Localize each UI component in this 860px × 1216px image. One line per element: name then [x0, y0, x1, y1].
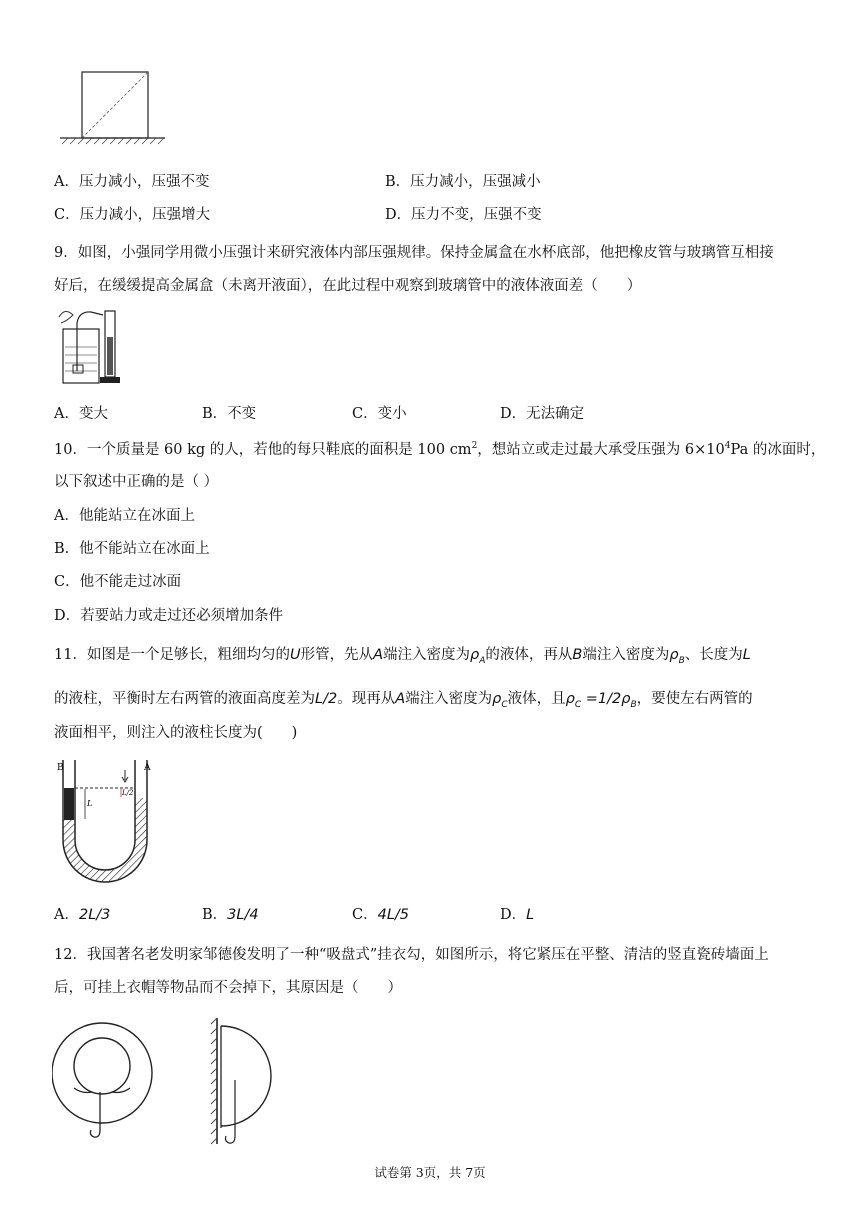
q11-text-2c: 端注入密度为: [405, 691, 493, 707]
q11-option-c-value: 4L/5: [377, 907, 410, 923]
q11-rho-a: ρ: [470, 647, 480, 663]
q11-rho-c-2-sub: C: [574, 699, 582, 710]
q11-text-1e: 端注入密度为: [582, 647, 670, 663]
q11-text-2b: 。现再从: [337, 691, 396, 707]
q11-rho-b-sub: B: [678, 655, 685, 666]
q11-rho-c: ρ: [492, 691, 502, 707]
q9-option-d: D．无法确定: [500, 406, 585, 422]
q11-option-a: [54, 905, 110, 925]
q10-option-a: A．他能站立在冰面上: [54, 508, 195, 524]
q8-option-b: B．压力减小，压强减小: [385, 174, 541, 190]
label-a: A: [144, 763, 151, 773]
suction-hook-side-figure: [205, 1018, 280, 1148]
q9-stem-line1: 9．如图，小强同学用微小压强计来研究液体内部压强规律。保持金属盒在水杯底部，他把橡皮管与玻璃管互相接: [54, 245, 774, 261]
q11-rho-c-2: ρ: [565, 691, 575, 707]
u-tube-figure: [55, 758, 155, 888]
q10-stem-line2: 以下叙述中正确的是（ ）: [54, 474, 219, 490]
q10-exp-2: 2: [471, 441, 478, 452]
q10-stem-text-c: Pa 的冰面时，: [730, 442, 826, 458]
q9-option-b: B．不变: [202, 406, 257, 422]
q11-rho-b-2: ρ: [621, 691, 631, 707]
q11-option-d-value: L: [526, 907, 535, 923]
q11-stem-line2: [54, 689, 753, 715]
q11-text-1d: 的液体，再从: [485, 647, 573, 663]
page-footer: 试卷第 3页，共 7页: [374, 1165, 486, 1180]
q11-option-d-prefix: D．: [500, 907, 527, 923]
pressure-gauge-figure: [55, 307, 130, 387]
q8-option-c: C．压力减小，压强增大: [54, 207, 211, 223]
block-figure: [60, 70, 165, 145]
q9-option-c: C．变小: [352, 406, 407, 422]
q11-option-b-value: 3L/4: [227, 907, 259, 923]
q11-option-c: [352, 905, 409, 925]
label-l: L: [87, 799, 93, 808]
q11-option-a-prefix: A．: [54, 907, 79, 923]
q10-option-c: C．他不能走过冰面: [54, 574, 182, 590]
q11-text-2e: ，要使左右两管的: [636, 691, 753, 707]
q10-stem-text-b: ，想站立或走过最大承受压强为 6×10: [477, 442, 725, 458]
q11-option-b: [202, 905, 259, 925]
q11-half-l: L/2: [315, 691, 338, 707]
q11-text-1a: 11．如图是一个足够长，粗细均匀的: [54, 647, 290, 663]
q10-stem-text-a: 10．一个质量是 60 kg 的人，若他的每只鞋底的面积是 100 cm: [54, 442, 472, 458]
q11-rho-b-2-sub: B: [630, 699, 637, 710]
q11-stem-line1: [54, 645, 751, 671]
q10-stem-line1: [54, 440, 825, 460]
q11-text-1f: 、长度为: [684, 647, 743, 663]
q11-rho-c-sub: C: [501, 699, 508, 710]
q9-option-a: A．变大: [54, 406, 108, 422]
q11-text-2a: 的液柱，平衡时左右两管的液面高度差为: [54, 691, 315, 707]
q11-end-b: B: [572, 647, 583, 663]
q9-stem-line2: 好后，在缓缓提高金属盒（未离开液面），在此过程中观察到玻璃管中的液体液面差（ ）: [54, 278, 642, 294]
q11-option-d: [500, 905, 534, 925]
q8-option-d: D．压力不变，压强不变: [385, 207, 542, 223]
q11-text-1c: 端注入密度为: [383, 647, 470, 663]
q11-option-b-prefix: B．: [202, 907, 228, 923]
q11-length-l: L: [742, 647, 751, 663]
q10-option-b: B．他不能站立在冰面上: [54, 541, 210, 557]
q11-rho-a-sub: A: [479, 655, 486, 666]
q11-end-a-2: A: [395, 691, 406, 707]
q11-end-a: A: [373, 647, 383, 663]
q8-option-a: A．压力减小，压强不变: [54, 174, 210, 190]
suction-hook-front-figure: [52, 1018, 157, 1143]
q11-option-a-value: 2L/3: [78, 907, 111, 923]
label-b: B: [57, 763, 64, 773]
q11-text-1b: 形管，先从: [300, 647, 374, 663]
q11-text-2d: 液体，且: [507, 691, 566, 707]
q12-stem-line1: 12．我国著名老发明家邹德俊发明了一种“吸盘式”挂衣勾，如图所示，将它紧压在平整、清洁的竖直瓷砖墙面上: [54, 947, 769, 963]
q10-exp-4: 4: [724, 441, 731, 452]
q12-stem-line2: 后，可挂上衣帽等物品而不会掉下，其原因是（ ）: [54, 980, 402, 996]
q10-option-d: D．若要站力或走过还必须增加条件: [54, 608, 284, 624]
label-l-half: L/2: [122, 789, 134, 797]
q11-equation: =1/2: [581, 691, 622, 707]
q11-rho-b: ρ: [669, 647, 679, 663]
q11-option-c-prefix: C．: [352, 907, 378, 923]
q11-stem-line3: 液面相平，则注入的液柱长度为( ): [54, 725, 298, 741]
q11-u: U: [289, 647, 301, 663]
